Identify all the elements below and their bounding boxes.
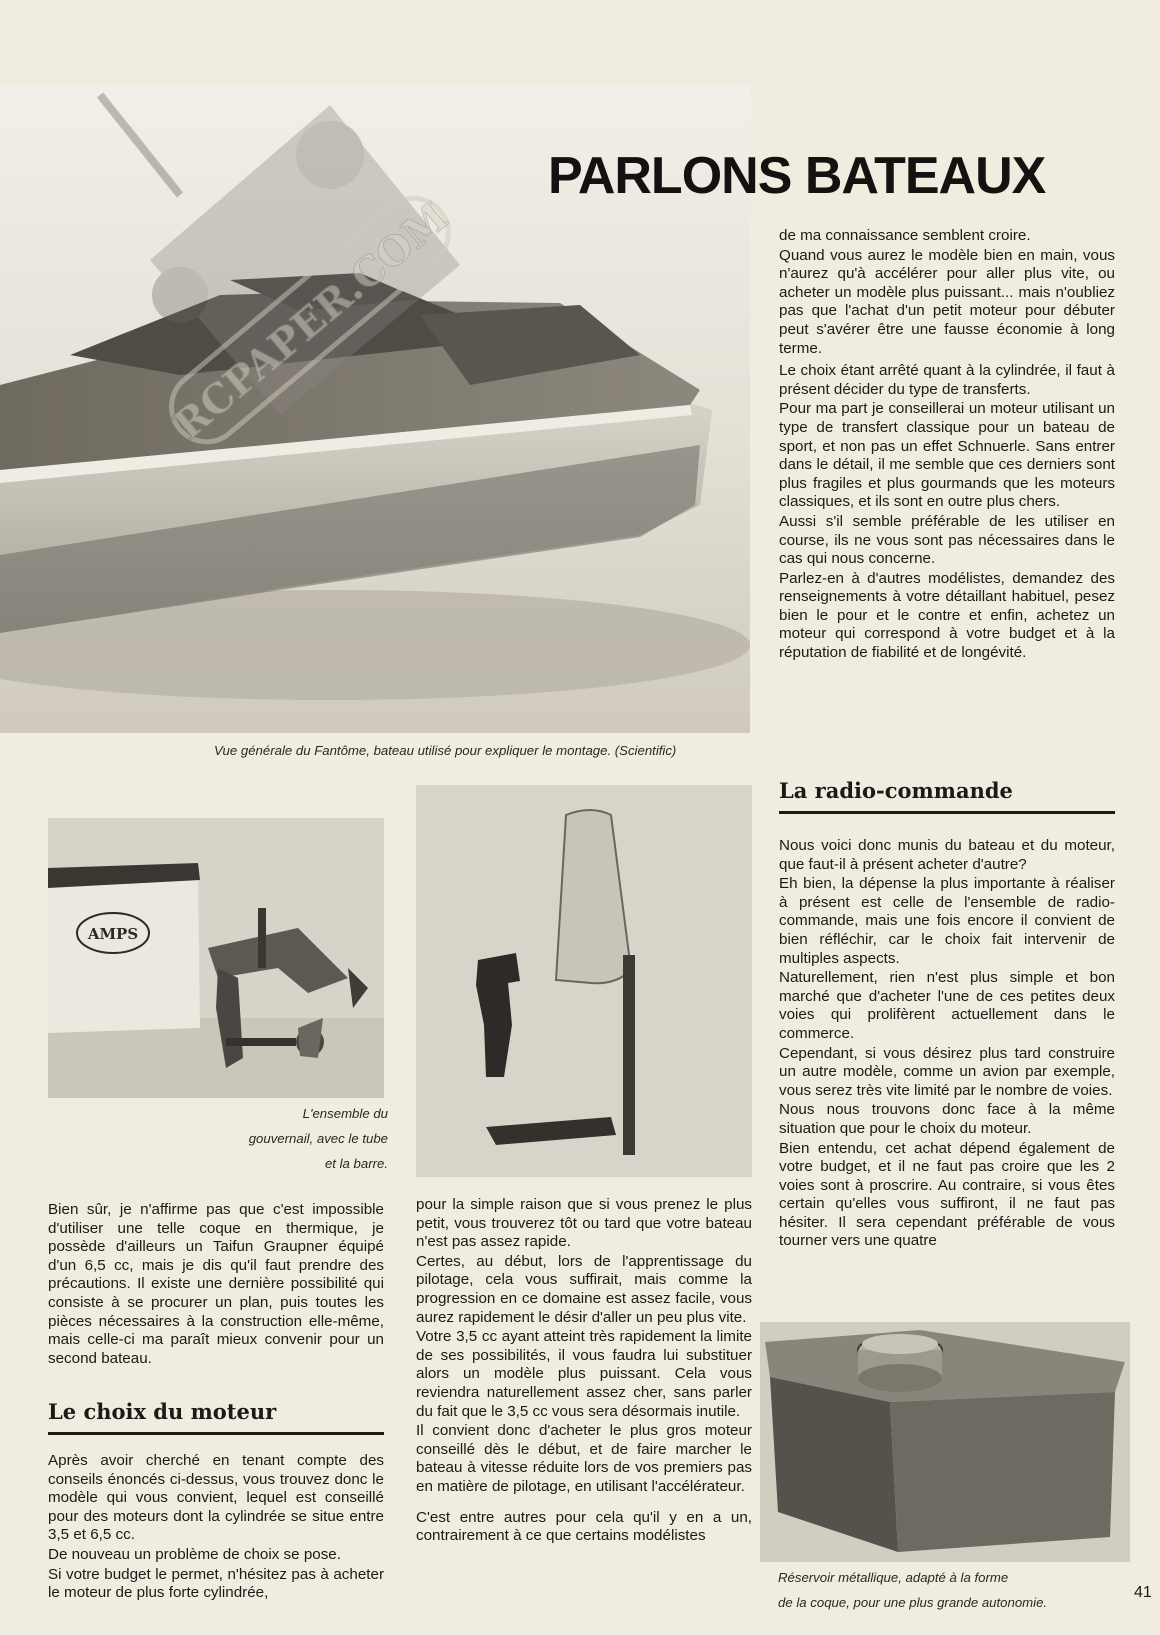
caption-line: L'ensemble du (302, 1106, 388, 1121)
watermark-stamp (120, 140, 500, 500)
paragraph: C'est entre autres pour cela qu'il y en a un, contrairement à ce que certains modélistes (416, 1508, 752, 1545)
paragraph: Nous voici donc munis du bateau et du moteur, que faut-il à présent acheter d'autre? (779, 837, 1115, 873)
paragraph: Il convient donc d'acheter le plus gros moteur conseillé dès le début, et de faire marcher le bateau à vitesse réduite lors de vos premiers pas en matière de pilotage, en utilisant l'accélérateur. (416, 1422, 752, 1495)
paragraph: Après avoir cherché en tenant compte des conseils énoncés ci-dessus, vous trouvez donc le modèle qui vous convient, lequel est conseillé pour des moteurs dont la cylindrée se situe entre 3,5 et 6,5 cc. (48, 1452, 384, 1544)
paragraph: Si votre budget le permet, n'hésitez pas à acheter le moteur de plus forte cylindrée, (48, 1565, 384, 1602)
paragraph: Bien sûr, je n'affirme pas que c'est impossible d'utiliser une telle coque en thermique, je possède d'ailleurs un Taifun Graupner équipé d'un 6,5 cc, mais je dis qu'il faut prendre des précautions. Il existe une dernière possibilité qui consiste à se procurer un plan, puis toutes les pièces nécessaires à la construction elle-même, mais celle-ci ma paraît mieux convenir pour un second bateau. (48, 1201, 384, 1367)
radio-section-heading: La radio-commande (779, 778, 1115, 814)
caption-line: Réservoir métallique, adapté à la forme (778, 1570, 1009, 1585)
tank-caption (778, 1565, 1047, 1615)
paragraph: Pour ma part je conseillerai un moteur utilisant un type de transfert classique pour un bateau de sport, et non pas un effet Schnuerle. Sans entrer dans le détail, il me semble que ces derniers sont plus fragiles et plus gourmands que les moteurs classiques, et ils sont en outre plus chers. (779, 400, 1115, 511)
parts-photo (416, 785, 752, 1177)
col2-bottom-text (416, 1196, 752, 1546)
caption-line: gouvernail, avec le tube (248, 1131, 388, 1146)
main-photo-caption: Vue générale du Fantôme, bateau utilisé pour expliquer le montage. (Scientific) (214, 743, 677, 758)
paragraph: Naturellement, rien n'est plus simple et bon marché que d'acheter l'une de ces petites deux voies qui prolifèrent actuellement dans le commerce. (779, 969, 1115, 1042)
paragraph: de ma connaissance semblent croire. (779, 227, 1031, 244)
moteur-section-text (48, 1452, 384, 1603)
col3-top-text (779, 227, 1115, 663)
paragraph: Aussi s'il semble préférable de les utiliser en course, ils ne vous sont pas nécessaires dans le cas qui nous concerne. (779, 512, 1115, 568)
col1-bottom-text (48, 1201, 384, 1368)
hull-marking: AMPS (87, 925, 139, 943)
paragraph: Cependant, si vous désirez plus tard construire un autre modèle, comme un avion par exemple, vous serez très vite limité par le nombre de voies. (779, 1044, 1115, 1099)
paragraph: De nouveau un problème de choix se pose. (48, 1545, 341, 1563)
paragraph: Le choix étant arrêté quant à la cylindrée, il faut à présent décider du type de transferts. (779, 362, 1115, 398)
paragraph: Quand vous aurez le modèle bien en main, vous n'aurez qu'à accélérer pour aller plus vite, ou acheter un modèle plus puissant... mais n'oubliez pas que l'achat d'un petit moteur pour débuter peut s'avérer être une fausse économie à long terme. (779, 246, 1115, 357)
caption-line: et la barre. (324, 1156, 388, 1171)
paragraph: Bien entendu, cet achat dépend également de votre budget, et il ne faut pas croire que les 2 voies sont à proscrire. Au contraire, si vous êtes certain qu'elles vous suffiront, il ne faut pas hésiter. Il sera cependant préférable de vous tourner vers une quatre (779, 1139, 1115, 1250)
article-title: PARLONS BATEAUX (548, 147, 1046, 205)
radio-section-text (779, 837, 1115, 1251)
paragraph: Nous nous trouvons donc face à la même situation que pour le choix du moteur. (779, 1101, 1115, 1137)
rudder-caption (140, 1101, 388, 1176)
tank-photo (760, 1322, 1130, 1562)
paragraph: pour la simple raison que si vous prenez le plus petit, vous trouverez tôt ou tard que votre bateau n'est pas assez rapide. (416, 1196, 752, 1251)
paragraph: Certes, au début, lors de l'apprentissage du pilotage, cela vous suffirait, mais comme la progression en ce domaine est assez facile, vous aurez rapidement le désir d'aller un peu plus vite. (416, 1252, 752, 1326)
paragraph: Parlez-en à d'autres modélistes, demandez des renseignements à votre détaillant habituel, pesez bien le pour et le contre et enfin, achetez un moteur qui correspond à votre budget et à la réputation de fiabilité et de longévité. (779, 569, 1115, 662)
page-number: 41 (1134, 1584, 1152, 1601)
paragraph: Eh bien, la dépense la plus importante à réaliser à présent est celle de l'ensemble de radio-commande, mais une fois encore il convient de bien réfléchir, car le choix fait intervenir de multiples aspects. (779, 875, 1115, 967)
watermark-text: RCPAPER.COM (164, 193, 458, 450)
caption-line: de la coque, pour une plus grande autonomie. (778, 1595, 1048, 1610)
moteur-section-heading: Le choix du moteur (48, 1399, 384, 1435)
paragraph: Votre 3,5 cc ayant atteint très rapidement la limite de ses possibilités, il vous faudra lui substituer alors un modèle plus puissant. Cela vous reviendra naturellement assez cher, sans parler du fait que le 3,5 cc vous sera désormais inutile. (416, 1328, 752, 1420)
rudder-photo (48, 818, 384, 1098)
